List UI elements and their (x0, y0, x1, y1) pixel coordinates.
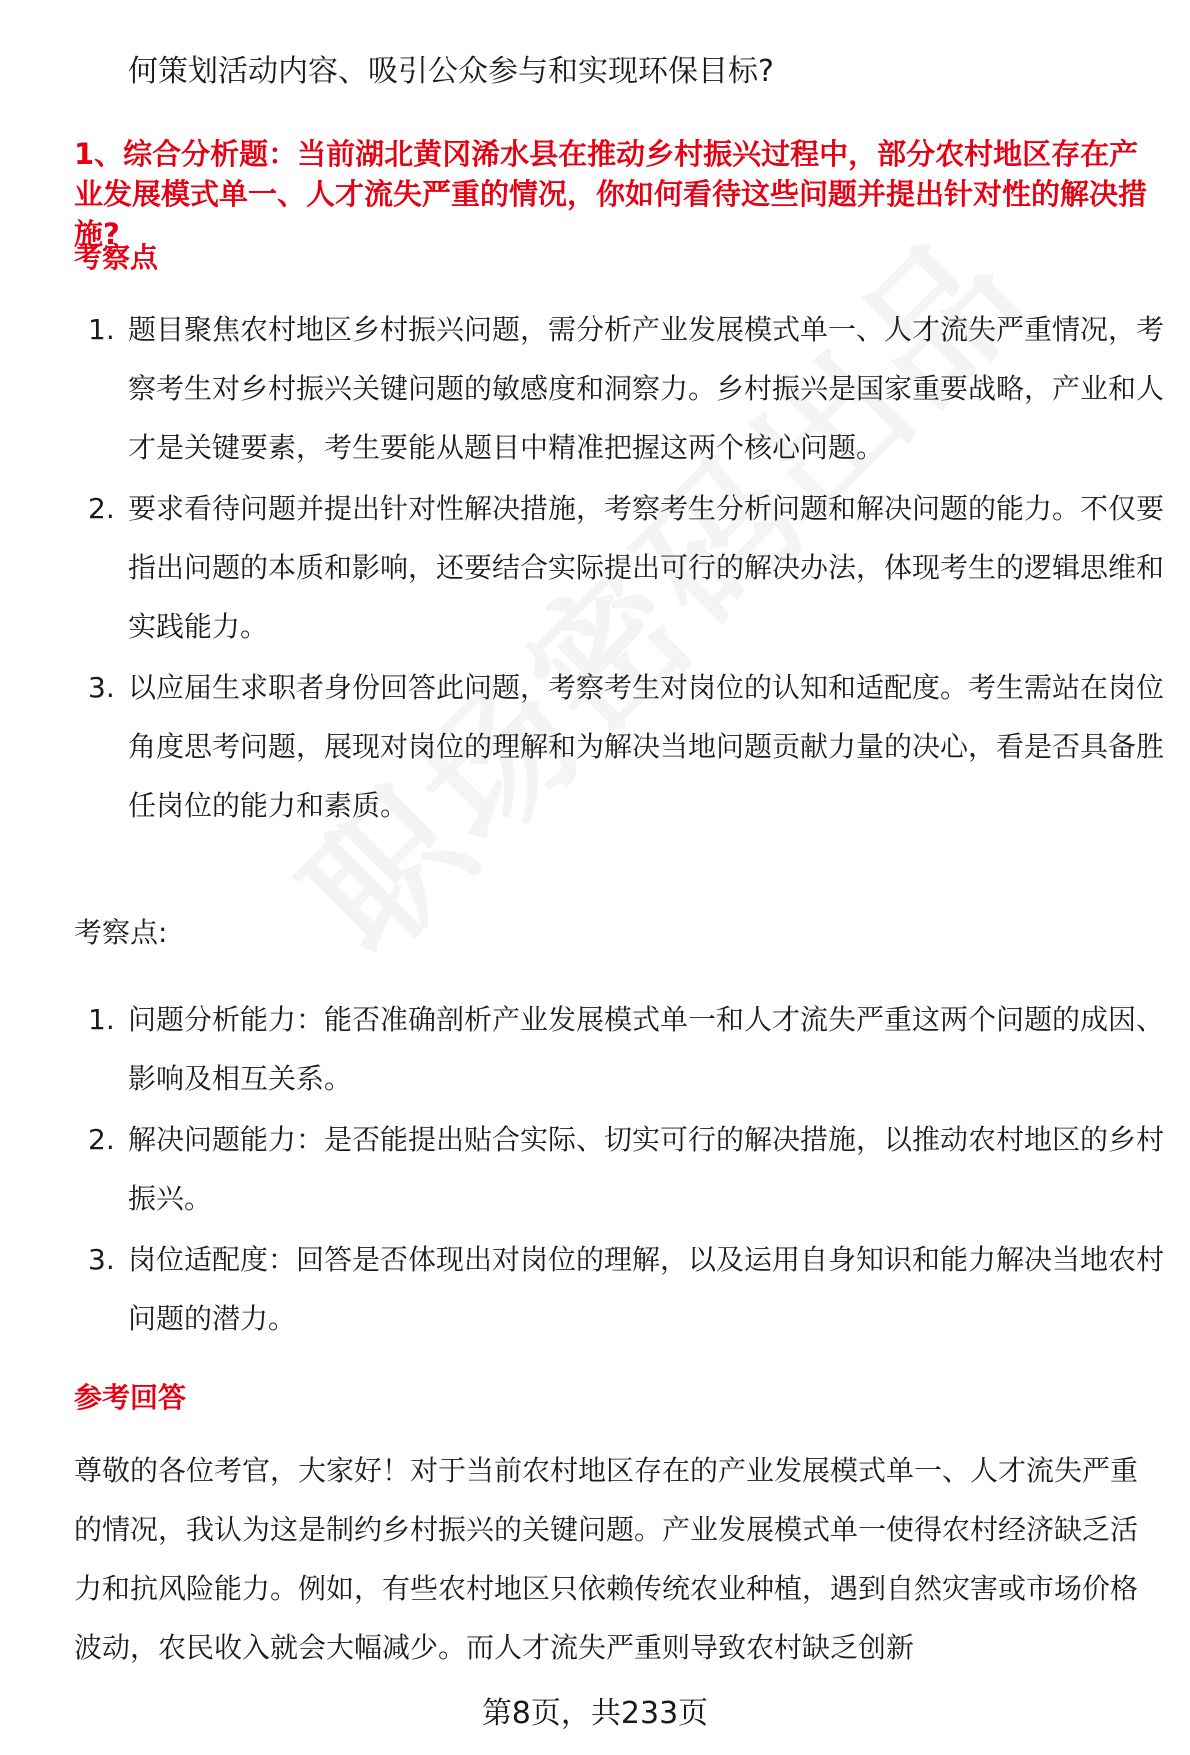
section-heading-reference-answer: 参考回答 (74, 1381, 187, 1414)
list-item (74, 300, 1164, 477)
previous-question-tail: 何策划活动内容、吸引公众参与和实现环保目标? (128, 54, 774, 89)
section-heading-assessment-points: 考察点: (74, 916, 168, 949)
page-number-footer: 第8页，共233页 (481, 1696, 709, 1731)
list-item-text: 解决问题能力：是否能提出贴合实际、切实可行的解决措施，以推动农村地区的乡村振兴。 (128, 1123, 1165, 1215)
list-item (74, 479, 1164, 656)
assessment-points-list (74, 990, 1164, 1350)
list-item-number: 1. (88, 313, 115, 346)
examination-points-list (74, 300, 1164, 837)
list-item-number: 3. (88, 1243, 115, 1276)
list-item (74, 658, 1164, 835)
list-item-number: 3. (88, 671, 115, 704)
list-item-text: 要求看待问题并提出针对性解决措施，考察考生分析问题和解决问题的能力。不仅要指出问题的本质和影响，还要结合实际提出可行的解决办法，体现考生的逻辑思维和实践能力。 (128, 492, 1165, 643)
reference-answer-text: 尊敬的各位考官，大家好！对于当前农村地区存在的产业发展模式单一、人才流失严重的情况，我认为这是制约乡村振兴的关键问题。产业发展模式单一使得农村经济缺乏活力和抗风险能力。例如，有些农村地区只依赖传统农业种植，遇到自然灾害或市场价格波动，农民收入就会大幅减少。而人才流失严重则导致农村缺乏创新 (74, 1454, 1139, 1664)
list-item (74, 1110, 1164, 1228)
list-item-number: 2. (88, 492, 115, 525)
question-title: 1、综合分析题：当前湖北黄冈浠水县在推动乡村振兴过程中，部分农村地区存在产业发展模式单一、人才流失严重的情况，你如何看待这些问题并提出针对性的解决措施? (74, 137, 1148, 251)
list-item-number: 1. (88, 1003, 115, 1036)
list-item-text: 题目聚焦农村地区乡村振兴问题，需分析产业发展模式单一、人才流失严重情况，考察考生对乡村振兴关键问题的敏感度和洞察力。乡村振兴是国家重要战略，产业和人才是关键要素，考生要能从题目中精准把握这两个核心问题。 (128, 313, 1165, 464)
list-item (74, 990, 1164, 1108)
list-item-text: 岗位适配度：回答是否体现出对岗位的理解，以及运用自身知识和能力解决当地农村问题的潜力。 (128, 1243, 1165, 1335)
list-item-text: 问题分析能力：能否准确剖析产业发展模式单一和人才流失严重这两个问题的成因、影响及相互关系。 (128, 1003, 1165, 1095)
list-item-text: 以应届生求职者身份回答此问题，考察考生对岗位的认知和适配度。考生需站在岗位角度思考问题，展现对岗位的理解和为解决当地问题贡献力量的决心，看是否具备胜任岗位的能力和素质。 (128, 671, 1165, 822)
list-item (74, 1230, 1164, 1348)
section-heading-examination-points: 考察点 (74, 241, 159, 274)
list-item-number: 2. (88, 1123, 115, 1156)
